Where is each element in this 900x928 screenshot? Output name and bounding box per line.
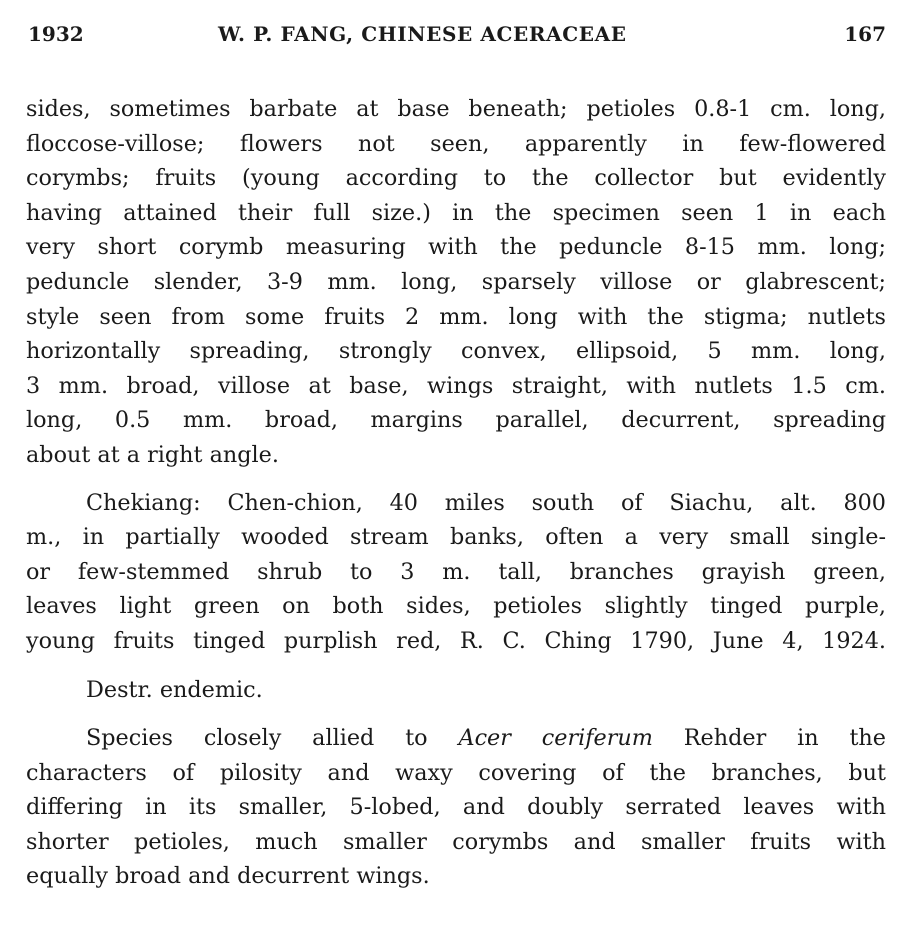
text-line [26,721,886,756]
running-title: W. P. FANG, CHINESE ACERACEAE [218,22,627,46]
text-line: 3 mm. broad, villose at base, wings straight, with nutlets 1.5 cm. [26,372,886,399]
text-line: differing in its smaller, 5-lobed, and doubly serrated leaves with [26,794,886,821]
text-line: corymbs; fruits (young according to the collector but evidently [26,165,886,192]
text-line: Destr. endemic. [86,676,263,703]
text-line: leaves light green on both sides, petioles slightly tinged purple, [26,593,886,620]
text-line: style seen from some fruits 2 mm. long with the stigma; nutlets [26,303,886,330]
text-line: long, 0.5 mm. broad, margins parallel, decurrent, spreading [26,407,886,434]
text-line: shorter petioles, much smaller corymbs and smaller fruits with [26,828,886,855]
text-line: m., in partially wooded stream banks, often a very small single- [26,524,886,551]
text-line: having attained their full size.) in the specimen seen 1 in each [26,199,886,226]
specimen-citation-paragraph [26,486,886,659]
text-run: Rehder in the [652,725,886,752]
text-line: young fruits tinged purplish red, R. C. Ching 1790, June 4, 1924. [26,627,886,654]
text-line: equally broad and decurrent wings. [26,863,430,890]
text-line: sides, sometimes barbate at base beneath; petioles 0.8-1 cm. long, [26,96,886,122]
page-body [26,92,886,894]
text-line: very short corymb measuring with the peduncle 8-15 mm. long; [26,234,886,261]
text-run: Species closely allied to [86,725,459,752]
distribution-paragraph [26,673,886,708]
journal-year: 1932 [28,22,84,46]
text-line: Chekiang: Chen-chion, 40 miles south of Siachu, alt. 800 [86,489,886,516]
description-paragraph [26,92,886,473]
discussion-paragraph [26,721,886,894]
text-line: horizontally spreading, strongly convex, ellipsoid, 5 mm. long, [26,338,886,365]
text-line: about at a right angle. [26,441,279,468]
page-number: 167 [844,22,886,46]
text-line: floccose-villose; flowers not seen, apparently in few-flowered [26,130,886,157]
text-line: peduncle slender, 3-9 mm. long, sparsely villose or glabrescent; [26,268,886,295]
taxon-name: Acer ceriferum [458,725,653,752]
running-header [28,22,886,54]
text-line: characters of pilosity and waxy covering of the branches, but [26,759,886,786]
text-line: or few-stemmed shrub to 3 m. tall, branches grayish green, [26,558,886,585]
